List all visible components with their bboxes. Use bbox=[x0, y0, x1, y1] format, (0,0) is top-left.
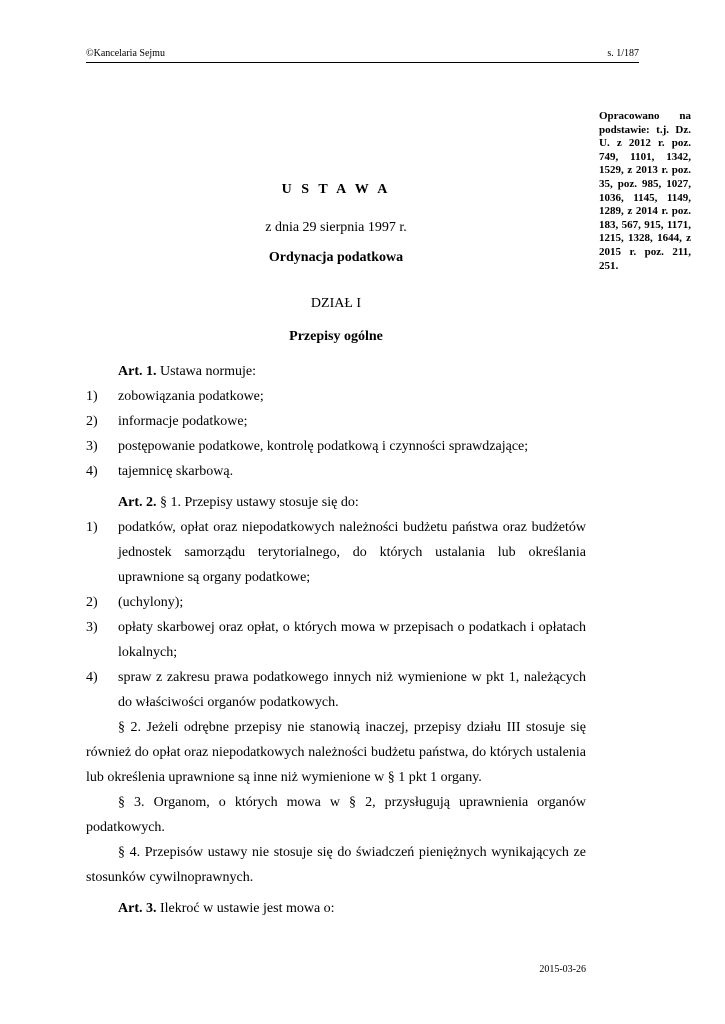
list-item: 3) postępowanie podatkowe, kontrolę podatkową i czynności sprawdzające; bbox=[86, 439, 529, 454]
list-item: 3) opłaty skarbowej oraz opłat, o których mowa w przepisach o podatkach i opłatach lokalnych; bbox=[86, 620, 586, 660]
list-item: 4) spraw z zakresu prawa podatkowego innych niż wymienione w pkt 1, należących do właściwości organów podatkowych. bbox=[86, 670, 586, 710]
section-4: § 4. Przepisów ustawy nie stosuje się do świadczeń pieniężnych wynikających ze stosunków cywilnoprawnych. bbox=[86, 845, 586, 885]
article-label: Art. 1. bbox=[118, 364, 157, 379]
footer-date: 2015-03-26 bbox=[539, 964, 586, 975]
side-note: Opracowano na podstawie: t.j. Dz. U. z 2012 r. poz. 749, 1101, 1342, 1529, z 2013 r. poz. 35, poz. 985, 1027, 1036, 1145, 1149, 1289, z 2014 r. poz. 183, 567, 915, 1171, 1215, 1328, 1644, z 2015 r. poz. 211, 251. bbox=[599, 110, 691, 272]
article-2 bbox=[86, 490, 586, 515]
header-page-number: s. 1/187 bbox=[607, 48, 639, 59]
header-publisher: ©Kancelaria Sejmu bbox=[86, 48, 165, 59]
article-intro: § 1. Przepisy ustawy stosuje się do: bbox=[156, 495, 359, 510]
article-1 bbox=[86, 359, 586, 384]
list-item: 2) informacje podatkowe; bbox=[86, 414, 248, 429]
page-header bbox=[86, 48, 639, 63]
body-text bbox=[86, 359, 586, 921]
article-intro: Ustawa normuje: bbox=[156, 364, 257, 379]
section-3: § 3. Organom, o których mowa w § 2, przysługują uprawnienia organów podatkowych. bbox=[86, 795, 586, 835]
list-item: 1) podatków, opłat oraz niepodatkowych należności budżetu państwa oraz budżetów jednostek samorządu terytorialnego, do których ustalania lub określania uprawnione są organy podatkowe; bbox=[86, 520, 586, 585]
act-date: z dnia 29 sierpnia 1997 r. bbox=[265, 220, 407, 235]
list-item: 2) (uchylony); bbox=[86, 595, 184, 610]
division-title: Przepisy ogólne bbox=[289, 329, 383, 344]
article-label: Art. 3. bbox=[118, 901, 157, 916]
article-label: Art. 2. bbox=[118, 495, 157, 510]
article-intro: Ilekroć w ustawie jest mowa o: bbox=[156, 901, 335, 916]
act-name: Ordynacja podatkowa bbox=[268, 250, 404, 265]
list-item: 4) tajemnicę skarbową. bbox=[86, 464, 234, 479]
section-2: § 2. Jeżeli odrębne przepisy nie stanowią inaczej, przepisy działu III stosuje się również do opłat oraz niepodatkowych należności budżetu państwa, do których ustalenia lub określenia uprawnione są inne niż wymienione w § 1 pkt 1 organy. bbox=[86, 720, 586, 785]
act-title: U S T A W A bbox=[281, 182, 391, 197]
article-3 bbox=[86, 896, 586, 921]
list-item: 1) zobowiązania podatkowe; bbox=[86, 389, 264, 404]
division-heading: DZIAŁ I bbox=[310, 296, 362, 311]
